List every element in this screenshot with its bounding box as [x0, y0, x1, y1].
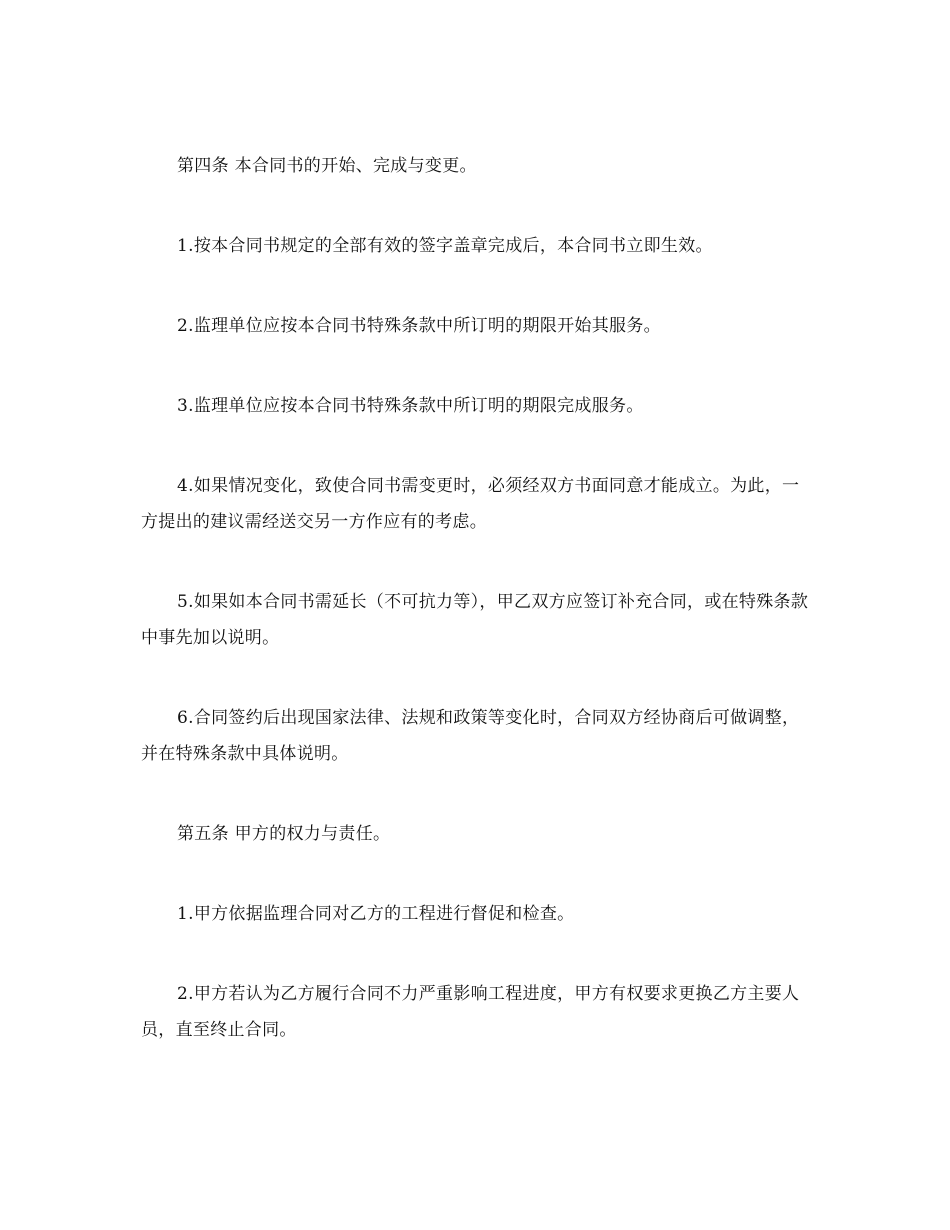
- paragraph-gap: [141, 184, 814, 228]
- article-4-clause-2: 2.监理单位应按本合同书特殊条款中所订明的期限开始其服务。: [177, 316, 661, 336]
- paragraph-gap: [141, 344, 814, 388]
- article-4-clause-5: 5.如果如本合同书需延长（不可抗力等），甲乙双方应签订补充合同，或在特殊条款中事先加以说明。: [141, 592, 809, 648]
- article-4-clause-1: 1.按本合同书规定的全部有效的签字盖章完成后，本合同书立即生效。: [177, 236, 713, 256]
- paragraph-gap: [141, 656, 814, 700]
- article-5-clause-2: 2.甲方若认为乙方履行合同不力严重影响工程进度，甲方有权要求更换乙方主要人员，直至终止合同。: [141, 984, 800, 1040]
- paragraph-gap: [141, 772, 814, 816]
- article-5-heading: 第五条 甲方的权力与责任。: [177, 824, 391, 844]
- paragraph-gap: [141, 852, 814, 896]
- paragraph-gap: [141, 540, 814, 584]
- article-5-clause-1: 1.甲方依据监理合同对乙方的工程进行督促和检查。: [177, 904, 575, 924]
- paragraph-gap: [141, 932, 814, 976]
- article-4-clause-3: 3.监理单位应按本合同书特殊条款中所订明的期限完成服务。: [177, 396, 644, 416]
- article-4-heading: 第四条 本合同书的开始、完成与变更。: [177, 156, 477, 176]
- article-4-clause-6: 6.合同签约后出现国家法律、法规和政策等变化时，合同双方经协商后可做调整，并在特殊条款中具体说明。: [141, 708, 800, 764]
- paragraph-gap: [141, 264, 814, 308]
- paragraph-gap: [141, 424, 814, 468]
- article-4-clause-4: 4.如果情况变化，致使合同书需变更时，必须经双方书面同意才能成立。为此，一方提出的建议需经送交另一方作应有的考虑。: [141, 476, 800, 532]
